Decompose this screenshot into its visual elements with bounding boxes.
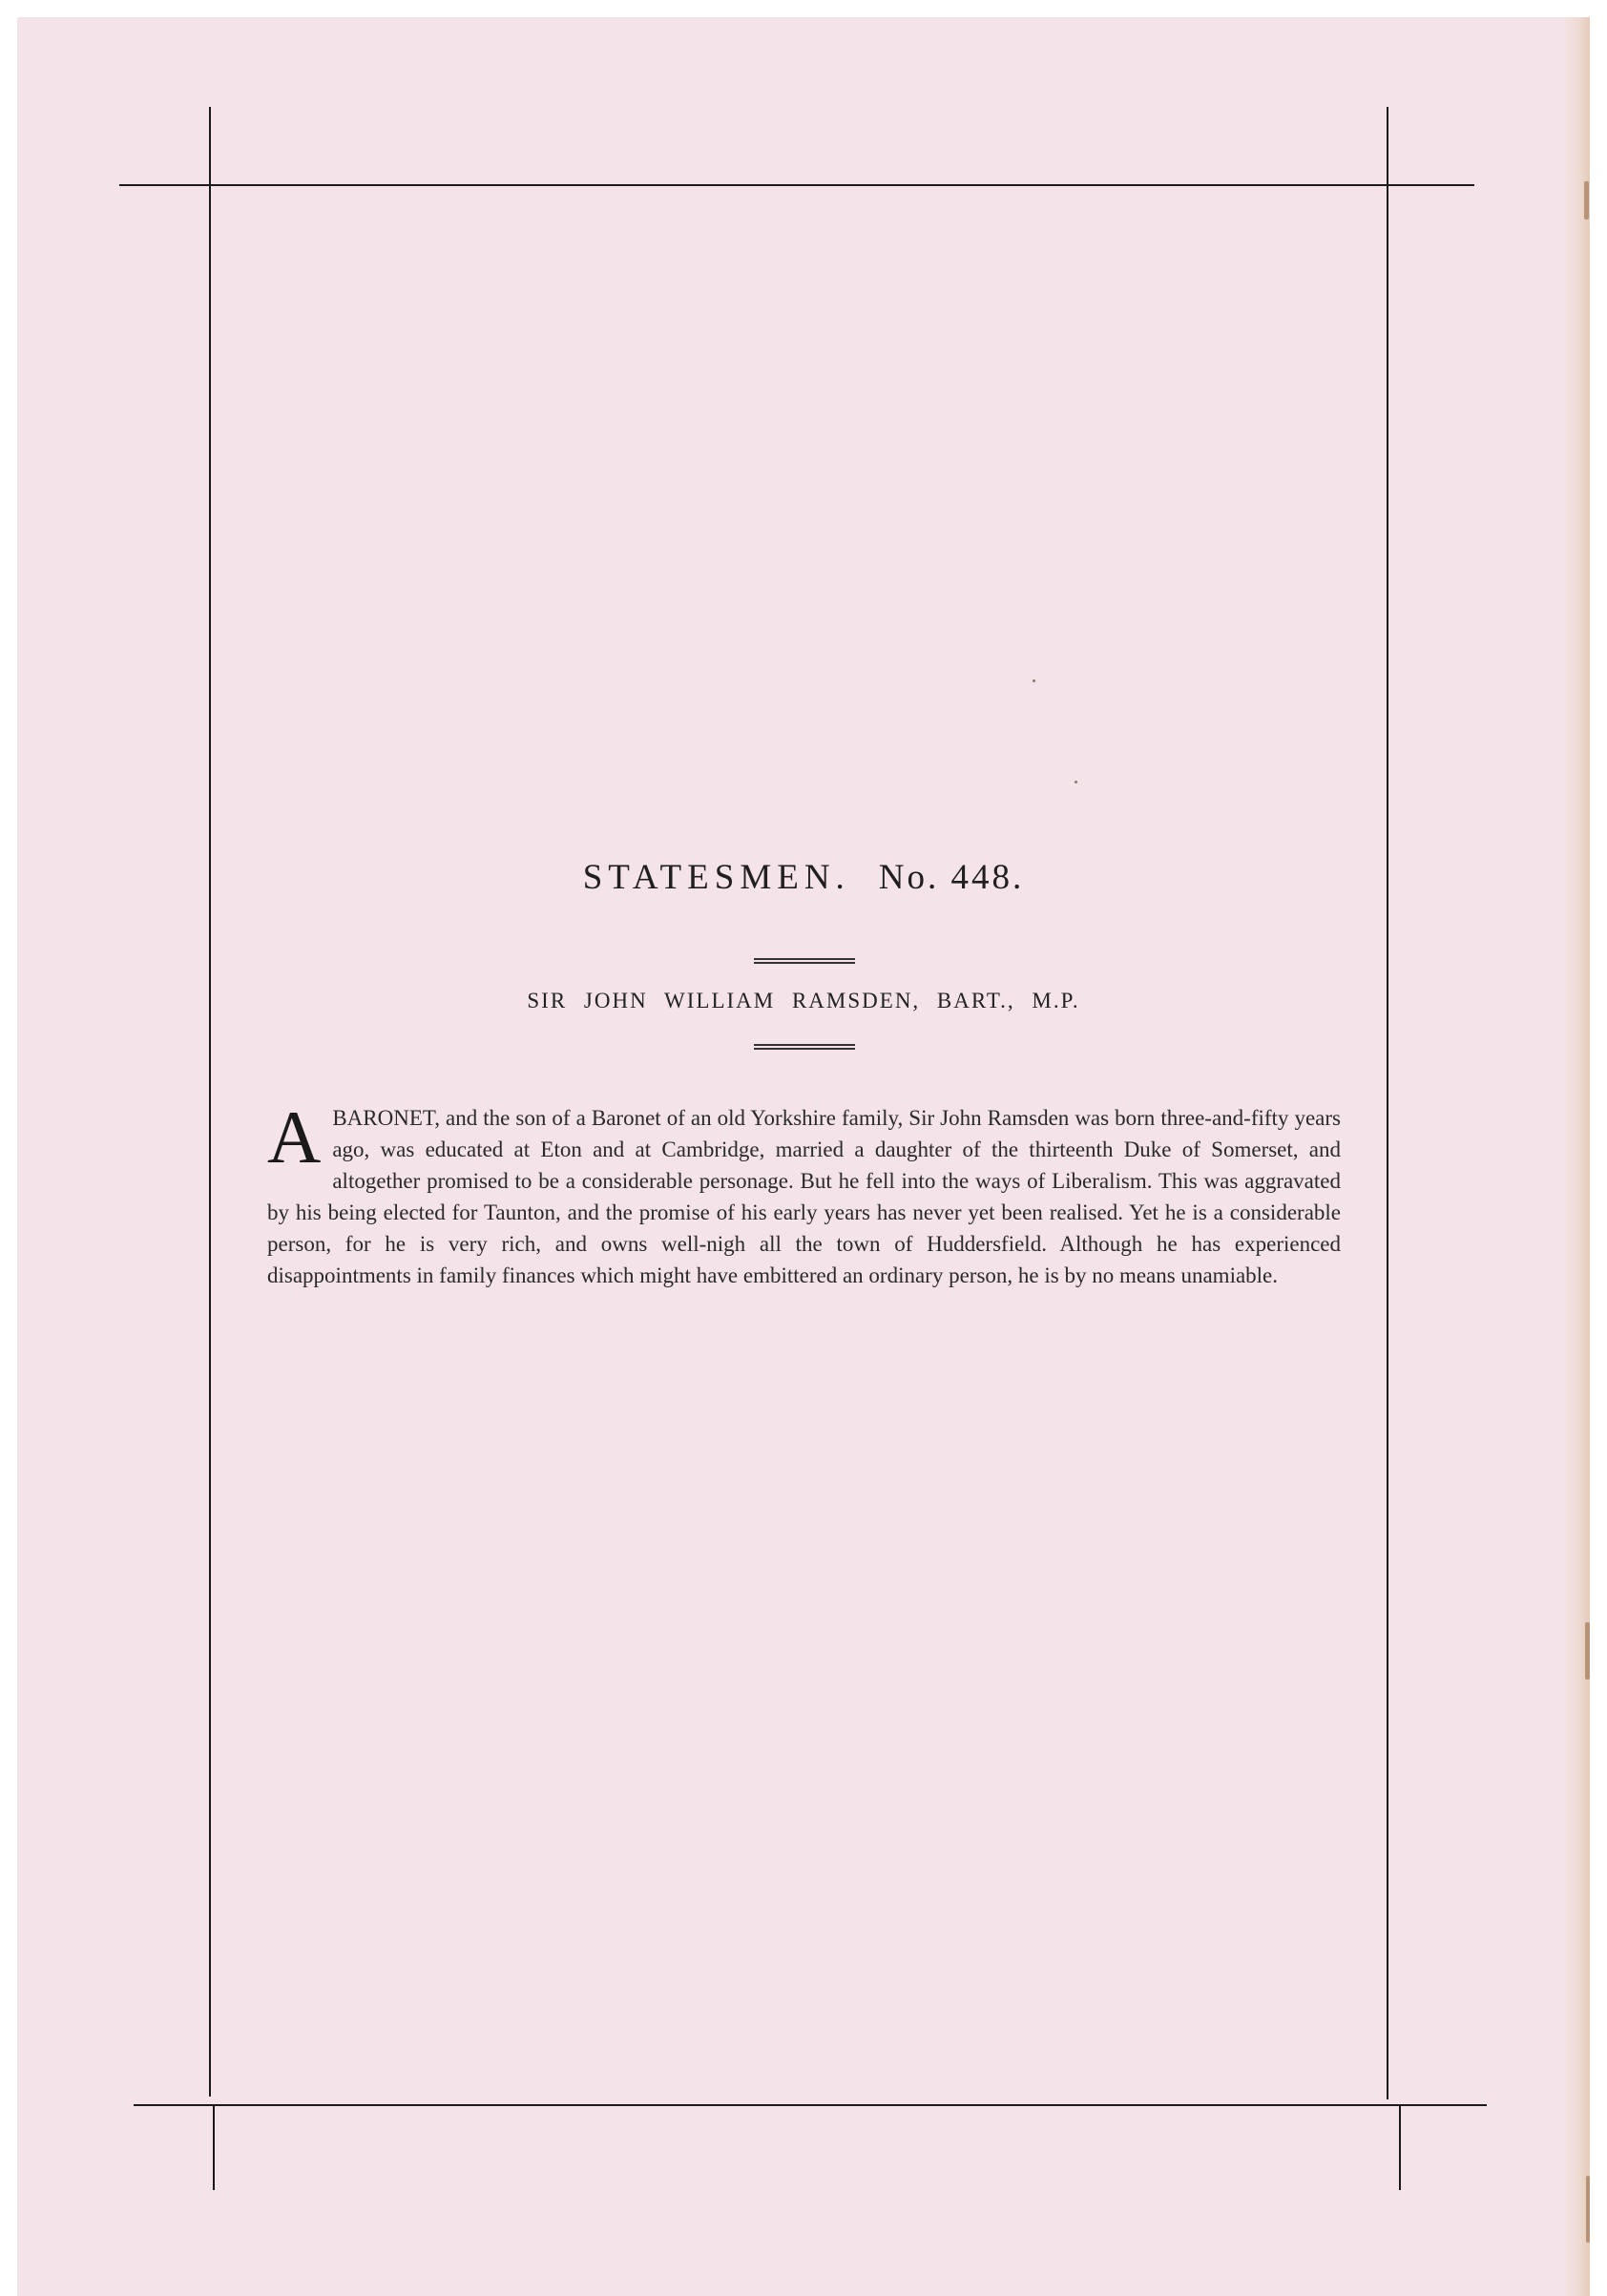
subject-name: SIR JOHN WILLIAM RAMSDEN, BART., M.P.	[527, 989, 1080, 1012]
paper-speck	[1033, 679, 1035, 682]
series-title: STATESMEN.	[582, 858, 850, 897]
drop-cap: A	[267, 1096, 322, 1179]
right-border-line-lower	[1399, 2104, 1401, 2190]
foxing-mark	[1586, 2176, 1590, 2243]
foxing-mark	[1585, 1622, 1590, 1680]
page-edge	[1565, 17, 1590, 2296]
series-number: No. 448.	[878, 858, 1025, 897]
paper-speck	[1075, 781, 1077, 783]
top-border-line	[119, 184, 1474, 186]
double-rule-bottom	[754, 1044, 855, 1050]
double-rule-top	[754, 958, 855, 964]
left-border-line-lower	[213, 2104, 215, 2190]
bottom-border-line	[134, 2104, 1487, 2106]
article-body	[267, 1096, 1341, 1291]
right-border-line	[1387, 107, 1388, 2099]
left-border-line-upper	[209, 107, 211, 2097]
page-title	[0, 857, 1607, 898]
article-text: BARONET, and the son of a Baronet of an old Yorkshire family, Sir John Ramsden was born three-and-fifty years ago, was educated at Eton and at Cambridge, married a daughter of the thirteenth Duke of Somerset, and altogether promised to be a considerable personage. But he fell into the ways of Liberalism. This was aggravated by his being elected for Taunton, and the promise of his early years has never yet been realised. Yet he is a considerable person, for he is very rich, and owns well-nigh all the town of Huddersfield. Although he has experienced disappointments in family finances which might have embittered an ordinary person, he is by no means unamiable.	[267, 1106, 1341, 1287]
foxing-mark	[1584, 181, 1589, 219]
